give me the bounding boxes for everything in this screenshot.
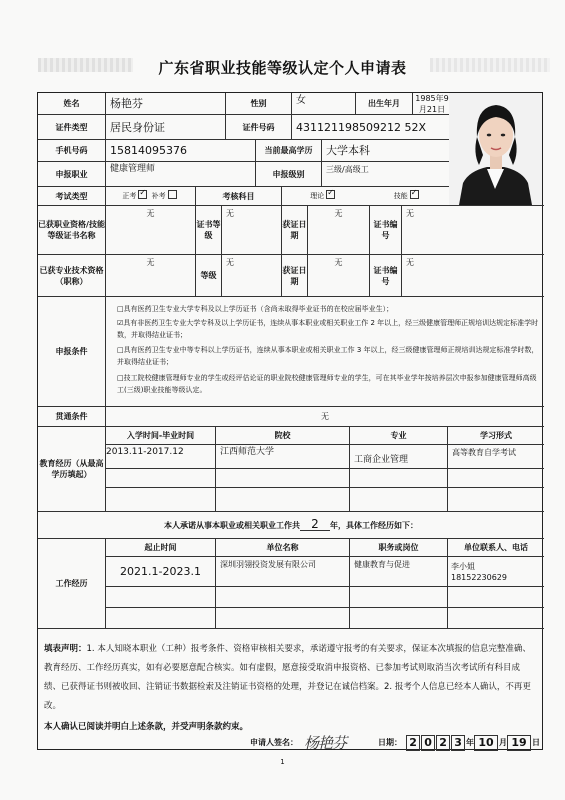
name-label: 姓名: [38, 93, 106, 115]
exam-type-label: 考试类型: [38, 187, 106, 206]
id-type-value: 居民身份证: [106, 115, 226, 140]
title-number-label: 证书编号: [370, 255, 402, 297]
cert-level-label: 证书等级: [196, 206, 222, 255]
option-skill[interactable]: 技能✓: [394, 190, 421, 202]
edu-period: 2013.11-2017.12: [106, 445, 216, 469]
phone-value: 15814095376: [106, 140, 256, 162]
edu-major: 工商企业管理: [350, 445, 448, 469]
dob-value: 1985年9月21日: [413, 93, 450, 115]
work-empty: [216, 608, 350, 629]
signature-line: 申请人签名： 杨艳芬 日期： 2 0 2 3 年 10 月 19 日: [250, 734, 541, 752]
checkbox-checked-icon[interactable]: [326, 190, 335, 199]
professional-title-label: 已获专业技术资格（职称）: [38, 255, 106, 297]
option-retake[interactable]: 补考: [152, 190, 179, 202]
option-theory[interactable]: 理论✓: [310, 190, 337, 202]
edu-header-form: 学习形式: [448, 427, 544, 445]
level-label: 申报级别: [256, 162, 322, 187]
title-level-value: 无: [222, 255, 282, 297]
through-condition-value: 无: [106, 407, 544, 427]
work-header-period: 起止时间: [106, 539, 216, 557]
edu-header-school: 院校: [216, 427, 350, 445]
work-header-position: 职务或岗位: [350, 539, 448, 557]
name-value: 杨艳芬: [106, 93, 226, 115]
declaration-confirm: 本人确认已阅读并明白上述条款，并受声明条款约束。: [44, 722, 249, 732]
edu-header-period: 入学时间-毕业时间: [106, 427, 216, 445]
condition-item-selected: ☑具有非医药卫生专业大学专科及以上学历证书，连续从事本职业或相关职业工作 2 年以上，经三级健康管理师正规培训达规定标准学时数，并取得结业证书；: [117, 319, 539, 339]
subject-options: [282, 187, 450, 206]
cert-number-value: 无: [402, 206, 544, 255]
cert-date-label: 获证日期: [282, 206, 308, 255]
qualification-cert-label: 已获职业资格/技能等级证书名称: [38, 206, 106, 255]
exam-type-options: [106, 187, 196, 206]
phone-label: 手机号码: [38, 140, 106, 162]
job-label: 申报职业: [38, 162, 106, 187]
subject-label: 考核科目: [196, 187, 282, 206]
dob-label: 出生年月: [356, 93, 413, 115]
edu-empty: [216, 488, 350, 512]
conditions-label: 申报条件: [38, 297, 106, 407]
contact-name: 李小姐: [451, 561, 475, 571]
edu-empty: [448, 469, 544, 488]
date-label: 日期：: [378, 738, 403, 747]
checkbox-checked-icon[interactable]: [138, 190, 147, 199]
work-empty: [216, 587, 350, 608]
page-number: 1: [280, 758, 285, 766]
edu-school: 江西师范大学: [216, 445, 350, 469]
work-years-value: 2: [300, 519, 330, 531]
edu-empty: [106, 469, 216, 488]
edu-empty: [350, 488, 448, 512]
cert-number-label: 证书编号: [370, 206, 402, 255]
id-number-value: 431121198509212 52X: [292, 115, 450, 140]
work-contact: [448, 557, 544, 587]
work-label: 工作经历: [38, 539, 106, 629]
id-number-label: 证件号码: [226, 115, 292, 140]
declaration-lead: 填表声明：: [44, 644, 87, 654]
gender-value: 女: [292, 93, 356, 115]
condition-item: □具有医药卫生专业大学专科及以上学历证书（含尚未取得毕业证书的在校应届毕业生）；: [117, 305, 394, 313]
date-month: 10: [474, 735, 498, 751]
work-header-contact: 单位联系人、电话: [448, 539, 544, 557]
qualification-cert-name: 无: [106, 206, 196, 255]
date-day: 19: [507, 735, 531, 751]
edu-form: 高等教育自学考试: [448, 445, 544, 469]
work-empty: [106, 587, 216, 608]
edu-header-major: 专业: [350, 427, 448, 445]
education-label: 教育经历（从最高学历填起）: [38, 427, 106, 512]
cert-date-value: 无: [308, 206, 370, 255]
work-empty: [448, 587, 544, 608]
condition-item: □具有医药卫生专业中等专科以上学历证书，连续从事本职业或相关职业工作 3 年以上，经三级健康管理师正规培训达规定标准学时数，并取得结业证书；: [117, 346, 539, 366]
work-empty: [350, 587, 448, 608]
work-position: 健康教育与促进: [350, 557, 448, 587]
declaration-text: 1. 本人知晓本职业（工种）报考条件、资格审核相关要求，承诺遵守报考的有关要求，保证本次填报的信息完整准确、教育经历、工作经历真实，如有必要愿意配合核实。如有虚假，愿意接受取消申报资格、已参加考试则取消当次考试所有科目成绩、已获得证书则被收回、注销证书数据检索及注销证书资格的处理，并登记在诚信档案。2. 报考个人信息已经本人确认，不再更改。: [44, 644, 531, 711]
option-first-exam[interactable]: 正考✓: [122, 190, 149, 202]
work-empty: [106, 608, 216, 629]
work-header-company: 单位名称: [216, 539, 350, 557]
education-level-label: 当前最高学历: [256, 140, 322, 162]
edu-empty: [350, 469, 448, 488]
condition-item: □技工院校健康管理师专业的学生或经评估论证的职业院校健康管理师专业的学生，可在其毕业学年按培养层次申报参加健康管理师高级工(三级)职业技能等级认定。: [117, 374, 537, 394]
date-year: 2 0 2 3: [406, 735, 466, 751]
title-level-label: 等级: [196, 255, 222, 297]
work-period: 2021.1-2023.1: [106, 557, 216, 587]
professional-title-value: 无: [106, 255, 196, 297]
job-value: 健康管理师: [106, 162, 256, 187]
edu-empty: [448, 488, 544, 512]
work-company: 深圳羽翎投资发展有限公司: [216, 557, 350, 587]
cert-level-value: 无: [222, 206, 282, 255]
title-date-label: 获证日期: [282, 255, 308, 297]
checkbox-icon[interactable]: [168, 190, 177, 199]
id-type-label: 证件类型: [38, 115, 106, 140]
work-empty: [350, 608, 448, 629]
applicant-signature: 杨艳芬: [304, 734, 347, 752]
work-empty: [448, 608, 544, 629]
checkbox-checked-icon[interactable]: [410, 190, 419, 199]
through-condition-label: 贯通条件: [38, 407, 106, 427]
level-value: 三级/高级工: [322, 162, 450, 187]
title-number-value: 无: [402, 255, 544, 297]
work-years-commitment: 本人承诺从事本职业或相关职业工作共 2 年，具体工作经历如下：: [38, 512, 544, 539]
gender-label: 性别: [226, 93, 292, 115]
title-date-value: 无: [308, 255, 370, 297]
education-level-value: 大学本科: [322, 140, 450, 162]
form-title: 广东省职业技能等级认定个人申请表: [158, 59, 407, 77]
declaration: [44, 640, 536, 737]
applicant-photo: [449, 93, 542, 205]
signature-label: 申请人签名：: [250, 738, 298, 747]
contact-phone: 18152230629: [451, 572, 507, 582]
edu-empty: [106, 488, 216, 512]
edu-empty: [216, 469, 350, 488]
